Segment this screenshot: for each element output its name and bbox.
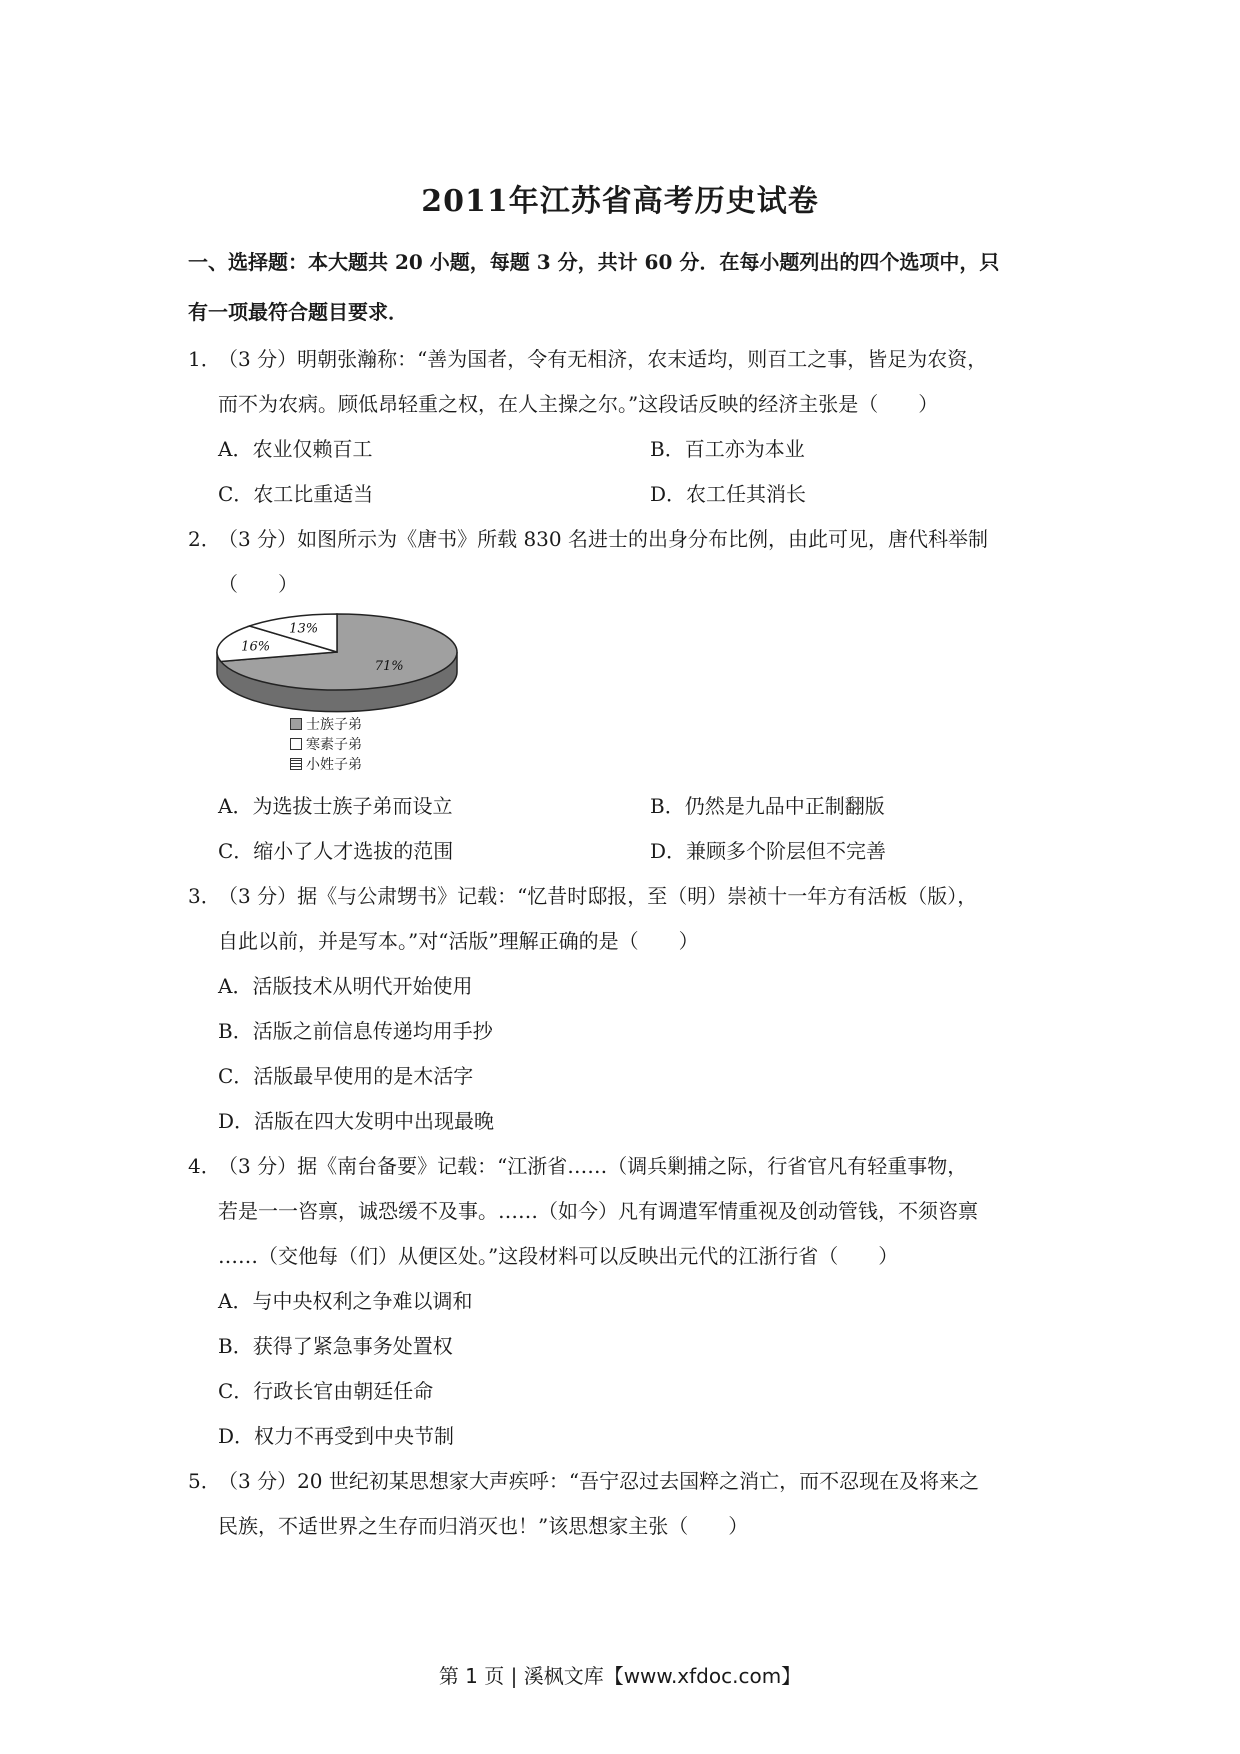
pie-data-label-0: 71%: [374, 658, 404, 674]
question-1-line1: [188, 343, 987, 372]
legend-swatch-white: [290, 738, 302, 750]
legend-label: 寒素子弟: [306, 737, 362, 753]
question-2-option-c[interactable]: C．缩小了人才选拔的范围: [218, 839, 454, 863]
question-3-option-d[interactable]: D．活版在四大发明中出现最晚: [218, 1109, 495, 1133]
question-3-option-a[interactable]: A．活版技术从明代开始使用: [218, 974, 473, 998]
question-4-option-b[interactable]: B．获得了紧急事务处置权: [218, 1334, 453, 1358]
question-3-text: （3 分）据《与公肃甥书》记载：“忆昔时邸报，至（明）崇祯十一年方有活板（版），: [218, 884, 978, 908]
section-heading-line2: 有一项最符合题目要求．: [188, 300, 408, 324]
question-2-line2: （ ）: [218, 572, 298, 596]
question-1-number: 1．: [188, 347, 221, 371]
question-4-number: 4．: [188, 1154, 221, 1178]
question-4-line1: [188, 1150, 967, 1179]
question-5-line2: 民族，不适世界之生存而归消灭也！”该思想家主张（ ）: [218, 1514, 749, 1538]
question-3-option-b[interactable]: B．活版之前信息传递均用手抄: [218, 1019, 493, 1043]
question-1-option-d[interactable]: D．农工任其消长: [650, 482, 807, 506]
pie-data-label-2: 13%: [289, 621, 319, 637]
question-2-option-a[interactable]: A．为选拔士族子弟而设立: [218, 794, 453, 818]
question-4-text: （3 分）据《南台备要》记载：“江浙省……（调兵剿捕之际，行省官凡有轻重事物，: [218, 1154, 968, 1178]
legend-item-xiaoxing: [290, 754, 362, 774]
page-title: 2011年江苏省高考历史试卷: [421, 184, 819, 219]
question-3-line2: 自此以前，并是写本。”对“活版”理解正确的是（ ）: [218, 929, 699, 953]
question-1-option-a[interactable]: A．农业仅赖百工: [218, 437, 373, 461]
page-footer: 第 1 页 | 溪枫文库【www.xfdoc.com】: [438, 1664, 802, 1688]
legend-label: 士族子弟: [306, 717, 362, 733]
question-1-text: （3 分）明朝张瀚称：“善为国者，令有无相济，农末适均，则百工之事，皆足为农资，: [218, 347, 988, 371]
question-2-line1: [188, 523, 988, 552]
question-5-number: 5．: [188, 1469, 221, 1493]
question-5-text: （3 分）20 世纪初某思想家大声疾呼：“吾宁忍过去国粹之消亡，而不忍现在及将来之: [218, 1469, 980, 1493]
question-4-option-d[interactable]: D．权力不再受到中央节制: [218, 1424, 455, 1448]
question-1-line2: 而不为农病。顾低昂轻重之权，在人主操之尔。”这段话反映的经济主张是（ ）: [218, 392, 939, 416]
question-1-option-b[interactable]: B．百工亦为本业: [650, 437, 805, 461]
question-5-line1: [188, 1465, 979, 1494]
question-2-text: （3 分）如图所示为《唐书》所载 830 名进士的出身分布比例，由此可见，唐代科举制: [218, 527, 988, 551]
question-3-number: 3．: [188, 884, 221, 908]
question-2-number: 2．: [188, 527, 221, 551]
question-4-option-c[interactable]: C．行政长官由朝廷任命: [218, 1379, 434, 1403]
pie-data-label-1: 16%: [241, 639, 271, 655]
question-2-option-d[interactable]: D．兼顾多个阶层但不完善: [650, 839, 887, 863]
question-3-line1: [188, 880, 977, 909]
legend-swatch-gray: [290, 718, 302, 730]
question-2-option-b[interactable]: B．仍然是九品中正制翻版: [650, 794, 885, 818]
question-3-option-c[interactable]: C．活版最早使用的是木活字: [218, 1064, 474, 1088]
section-heading-line1: 一、选择题：本大题共 20 小题，每题 3 分，共计 60 分．在每小题列出的四个选项中，只: [188, 250, 1000, 274]
question-4-line3: ……（交他每（们）从便区处。”这段材料可以反映出元代的江浙行省（ ）: [218, 1244, 899, 1268]
question-1-option-c[interactable]: C．农工比重适当: [218, 482, 374, 506]
legend-swatch-striped: [290, 758, 302, 770]
question-4-line2: 若是一一咨禀，诚恐缓不及事。……（如今）凡有调遣军情重视及创动管钱，不须咨禀: [218, 1199, 978, 1223]
legend-label: 小姓子弟: [306, 757, 362, 773]
question-4-option-a[interactable]: A．与中央权利之争难以调和: [218, 1289, 473, 1313]
legend-item-shizu: [290, 714, 362, 734]
legend-item-hansu: [290, 734, 362, 754]
